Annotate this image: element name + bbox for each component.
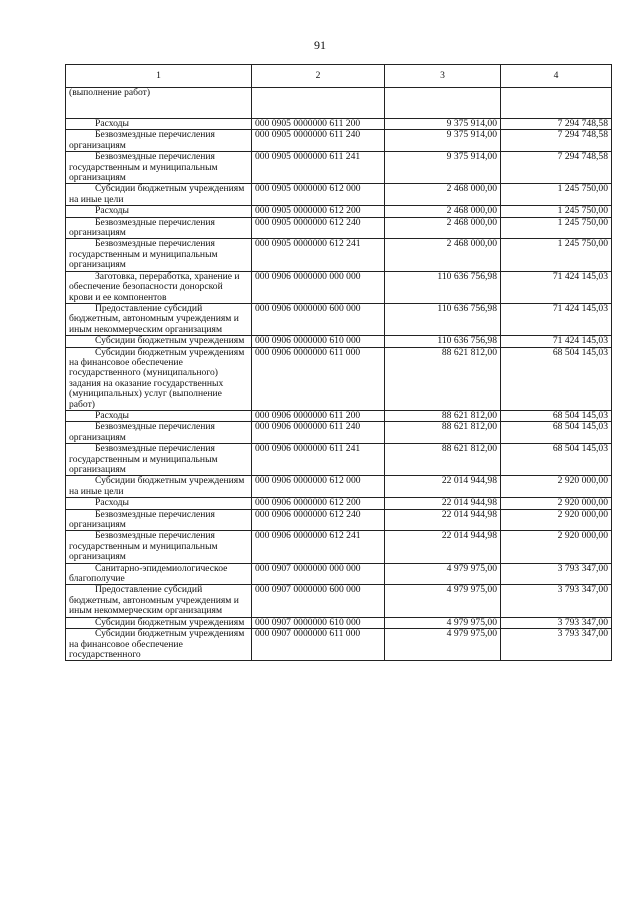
- row-value-col3: 2 468 000,00: [385, 217, 501, 239]
- row-name: Расходы: [66, 410, 252, 421]
- row-name: Субсидии бюджетным учреждениям на иные цели: [66, 476, 252, 498]
- continuation-text: (выполнение работ): [66, 88, 252, 119]
- row-value-col3: 88 621 812,00: [385, 410, 501, 421]
- table-row: [66, 422, 612, 444]
- row-value-col4: 1 245 750,00: [501, 184, 612, 206]
- row-value-col3: 9 375 914,00: [385, 152, 501, 184]
- table-row: [66, 617, 612, 628]
- table-row: [66, 271, 612, 303]
- row-code: 000 0905 0000000 612 241: [252, 239, 385, 271]
- row-value-col4: 68 504 145,03: [501, 422, 612, 444]
- row-name: Безвозмездные перечисления государственным и муниципальным организациям: [66, 152, 252, 184]
- row-value-col3: 88 621 812,00: [385, 422, 501, 444]
- row-value-col3: 88 621 812,00: [385, 347, 501, 410]
- row-name: Расходы: [66, 119, 252, 130]
- row-value-col4: 71 424 145,03: [501, 303, 612, 335]
- column-header-1: 1: [66, 65, 252, 88]
- budget-table: [65, 64, 612, 661]
- row-name: Безвозмездные перечисления организациям: [66, 130, 252, 152]
- row-name: Безвозмездные перечисления государственным и муниципальным организациям: [66, 444, 252, 476]
- row-code: 000 0906 0000000 610 000: [252, 336, 385, 347]
- table-row: [66, 531, 612, 563]
- row-code: 000 0907 0000000 611 000: [252, 629, 385, 661]
- row-code: 000 0906 0000000 611 241: [252, 444, 385, 476]
- row-name: Безвозмездные перечисления государственным и муниципальным организациям: [66, 531, 252, 563]
- row-value-col4: 2 920 000,00: [501, 476, 612, 498]
- row-code: 000 0906 0000000 611 240: [252, 422, 385, 444]
- row-code: 000 0905 0000000 612 200: [252, 206, 385, 217]
- row-value-col4: 3 793 347,00: [501, 563, 612, 585]
- row-code: 000 0905 0000000 612 240: [252, 217, 385, 239]
- row-value-col4: 68 504 145,03: [501, 410, 612, 421]
- table-row: [66, 444, 612, 476]
- row-name: Безвозмездные перечисления государственным и муниципальным организациям: [66, 239, 252, 271]
- row-name: Заготовка, переработка, хранение и обеспечение безопасности донорской крови и ее компонентов: [66, 271, 252, 303]
- column-header-3: 3: [385, 65, 501, 88]
- row-name: Безвозмездные перечисления организациям: [66, 217, 252, 239]
- row-value-col4: 7 294 748,58: [501, 152, 612, 184]
- row-name: Санитарно-эпидемиологическое благополучие: [66, 563, 252, 585]
- table-row: [66, 585, 612, 617]
- column-header-4: 4: [501, 65, 612, 88]
- row-code: 000 0906 0000000 611 200: [252, 410, 385, 421]
- row-name: Безвозмездные перечисления организациям: [66, 422, 252, 444]
- row-code: 000 0906 0000000 612 240: [252, 509, 385, 531]
- row-value-col4: 3 793 347,00: [501, 585, 612, 617]
- row-code: 000 0905 0000000 611 240: [252, 130, 385, 152]
- row-value-col3: 4 979 975,00: [385, 617, 501, 628]
- row-code: 000 0905 0000000 612 000: [252, 184, 385, 206]
- row-value-col3: 2 468 000,00: [385, 184, 501, 206]
- row-value-col3: 22 014 944,98: [385, 531, 501, 563]
- row-value-col4: 1 245 750,00: [501, 217, 612, 239]
- row-name: Субсидии бюджетным учреждениям на финансовое обеспечение государственного (муниципального) задания на оказание государственных (муниципальных) услуг (выполнение работ): [66, 347, 252, 410]
- table-row: [66, 347, 612, 410]
- row-code: 000 0906 0000000 612 241: [252, 531, 385, 563]
- row-value-col4: 3 793 347,00: [501, 617, 612, 628]
- row-code: 000 0905 0000000 611 241: [252, 152, 385, 184]
- row-value-col3: 2 468 000,00: [385, 206, 501, 217]
- row-value-col4: 71 424 145,03: [501, 271, 612, 303]
- row-value-col3: 22 014 944,98: [385, 498, 501, 509]
- table-row: [66, 336, 612, 347]
- row-value-col3: 110 636 756,98: [385, 303, 501, 335]
- table-row: [66, 629, 612, 661]
- row-value-col3: 9 375 914,00: [385, 130, 501, 152]
- row-value-col4: 1 245 750,00: [501, 206, 612, 217]
- row-value-col3: 2 468 000,00: [385, 239, 501, 271]
- row-code: 000 0906 0000000 611 000: [252, 347, 385, 410]
- column-header-2: 2: [252, 65, 385, 88]
- table-row: [66, 217, 612, 239]
- row-value-col3: 110 636 756,98: [385, 271, 501, 303]
- row-name: Субсидии бюджетным учреждениям: [66, 336, 252, 347]
- table-row: [66, 184, 612, 206]
- table-row: [66, 206, 612, 217]
- row-name: Расходы: [66, 206, 252, 217]
- row-value-col4: 2 920 000,00: [501, 498, 612, 509]
- row-code: 000 0906 0000000 000 000: [252, 271, 385, 303]
- table-row: [66, 152, 612, 184]
- row-value-col4: 68 504 145,03: [501, 347, 612, 410]
- row-name: Субсидии бюджетным учреждениям на финансовое обеспечение государственного: [66, 629, 252, 661]
- row-value-col4: 1 245 750,00: [501, 239, 612, 271]
- table-row: [66, 476, 612, 498]
- table-row: [66, 410, 612, 421]
- table-row: [66, 509, 612, 531]
- row-value-col3: 4 979 975,00: [385, 563, 501, 585]
- table-row: [66, 130, 612, 152]
- row-name: Субсидии бюджетным учреждениям: [66, 617, 252, 628]
- row-value-col3: 9 375 914,00: [385, 119, 501, 130]
- row-code: 000 0907 0000000 610 000: [252, 617, 385, 628]
- row-code: 000 0905 0000000 611 200: [252, 119, 385, 130]
- row-value-col4: 2 920 000,00: [501, 509, 612, 531]
- row-name: Предоставление субсидий бюджетным, автономным учреждениям и иным некоммерческим организациям: [66, 303, 252, 335]
- row-name: Субсидии бюджетным учреждениям на иные цели: [66, 184, 252, 206]
- table-row: [66, 303, 612, 335]
- row-code: 000 0906 0000000 600 000: [252, 303, 385, 335]
- row-code: 000 0907 0000000 000 000: [252, 563, 385, 585]
- table-row: [66, 239, 612, 271]
- row-value-col4: 7 294 748,58: [501, 130, 612, 152]
- table-row: [66, 119, 612, 130]
- row-name: Предоставление субсидий бюджетным, автономным учреждениям и иным некоммерческим организациям: [66, 585, 252, 617]
- row-value-col3: 22 014 944,98: [385, 476, 501, 498]
- table-row: [66, 498, 612, 509]
- row-code: 000 0906 0000000 612 200: [252, 498, 385, 509]
- row-value-col3: 22 014 944,98: [385, 509, 501, 531]
- row-name: Безвозмездные перечисления организациям: [66, 509, 252, 531]
- row-code: 000 0906 0000000 612 000: [252, 476, 385, 498]
- table-header-row: [66, 65, 612, 88]
- page-number: 91: [314, 38, 326, 52]
- row-name: Расходы: [66, 498, 252, 509]
- row-value-col4: 68 504 145,03: [501, 444, 612, 476]
- row-value-col4: 3 793 347,00: [501, 629, 612, 661]
- table-row: [66, 563, 612, 585]
- continuation-row: [66, 88, 612, 119]
- row-value-col3: 4 979 975,00: [385, 585, 501, 617]
- row-value-col3: 110 636 756,98: [385, 336, 501, 347]
- row-value-col4: 2 920 000,00: [501, 531, 612, 563]
- row-value-col4: 7 294 748,58: [501, 119, 612, 130]
- row-value-col3: 88 621 812,00: [385, 444, 501, 476]
- row-value-col4: 71 424 145,03: [501, 336, 612, 347]
- row-value-col3: 4 979 975,00: [385, 629, 501, 661]
- row-code: 000 0907 0000000 600 000: [252, 585, 385, 617]
